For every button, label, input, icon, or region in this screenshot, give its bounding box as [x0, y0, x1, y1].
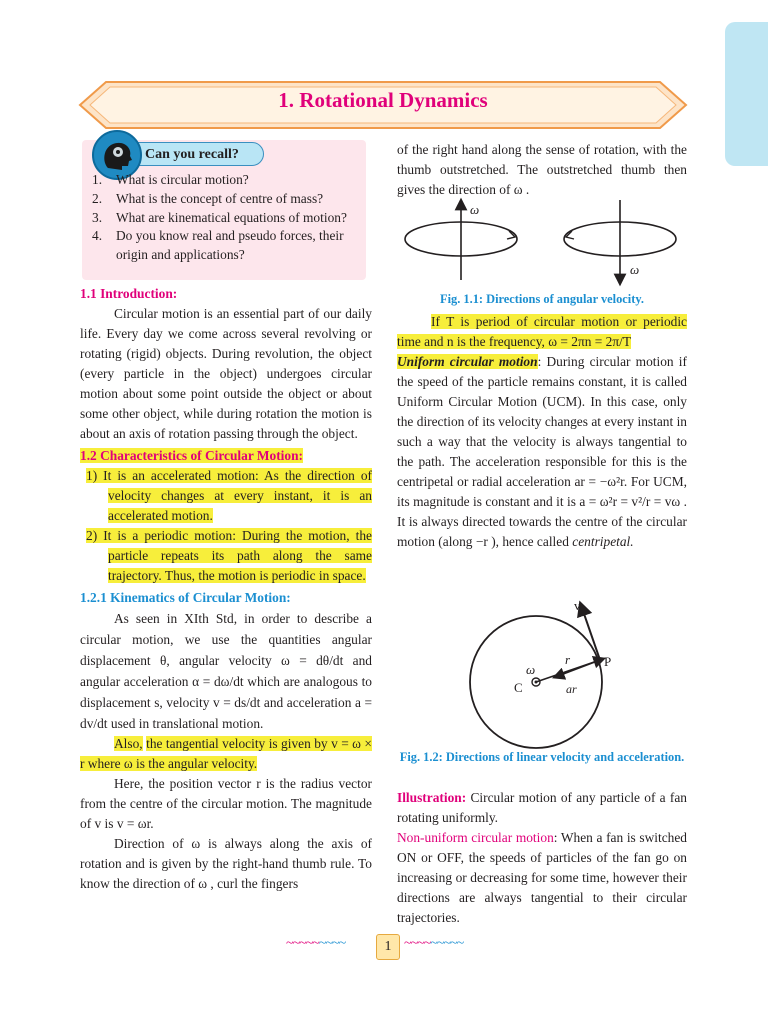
char-item-1: 1) It is an accelerated motion: As the direction of velocity changes at every instant, it is an accelerated motion.	[86, 468, 372, 523]
chapter-title: 1. Rotational Dynamics	[278, 88, 488, 112]
list-item: 4. Do you know real and pseudo forces, their origin and applications?	[92, 228, 344, 263]
char-heading: 1.2 Characteristics of Circular Motion:	[80, 448, 304, 463]
fig2-r-label: r	[565, 652, 571, 667]
kin-paragraph-1: As seen in XIth Std, in order to describe a circular motion, we use the quantities angular displacement θ, angular velocity ω = dθ/dt and angular acceleration α = dω/dt which are analogous to displacement s, velocity v = ds/dt and acceleration a = dv/dt used in translational motion.	[80, 611, 372, 731]
recall-list	[92, 171, 364, 265]
page-number: 1	[376, 934, 400, 960]
list-item: 3. What are kinematical equations of motion?	[92, 209, 347, 225]
list-item: 1. What is circular motion?	[92, 172, 249, 187]
fig2-ar-label: ar	[566, 682, 577, 696]
side-tab	[725, 22, 768, 166]
fig2-caption: Fig. 1.2: Directions of linear velocity and acceleration.	[399, 750, 685, 764]
kin-paragraph-3: Here, the position vector r is the radius vector from the centre of the circular motion. The magnitude of v is v = ωr.	[80, 776, 372, 831]
fig2-v-label: v	[574, 598, 581, 613]
fig2-p-label: P	[604, 654, 612, 669]
right-main-text: If T is period of circular motion or periodic time and n is the frequency, ω = 2πn = 2π/T Uniform circular motion: During circular motion if the speed of the particle remains constant, it is called Uniform Circular Motion (UCM). In this case, only the direction of its velocity changes at every instant in such a way that the velocity is always tangential to the path. The acceleration responsible for this is the centripetal or radial acceleration ar = −ω²r. For UCM, its magnitude is constant and it is a = ω²r = v²/r = vω . It is always directed towards the centre of the circular motion (along −r ), hence called centripetal.	[397, 314, 687, 549]
right-top-paragraph: of the right hand along the sense of rotation, with the thumb outstretched. The outstretched thumb then gives the direction of ω .	[397, 142, 687, 197]
left-column	[80, 284, 372, 894]
footer-wave-left: ~~~~~~~~~	[286, 936, 346, 951]
linear-velocity-figure	[460, 594, 640, 750]
fig2-omega-label: ω	[526, 662, 536, 677]
list-item: 2. What is the concept of centre of mass?	[92, 190, 324, 206]
nonuniform-term: Non-uniform circular motion	[397, 830, 554, 845]
kin-paragraph-2: Also, the tangential velocity is given by v = ω × r where ω is the angular velocity.	[80, 736, 372, 771]
fig1-omega-label: ω	[470, 202, 480, 217]
recall-heading: Can you recall?	[130, 142, 264, 166]
ucm-term: Uniform circular motion	[397, 354, 538, 369]
fig2-c-label: C	[514, 680, 523, 695]
footer-wave-right: ~~~~~~~~~	[404, 936, 464, 951]
fig1-caption: Fig. 1.1: Directions of angular velocity.	[440, 292, 644, 306]
fig1-omega-label-2: ω	[630, 262, 640, 277]
angular-velocity-figure	[398, 196, 688, 288]
kin-heading: 1.2.1 Kinematics of Circular Motion:	[80, 590, 291, 605]
right-bottom-text: Illustration: Circular motion of any particle of a fan rotating uniformly. Non-uniform circular motion: When a fan is switched ON or OFF, the speeds of particles of the fan go on increasing or decreasing for some time, however their directions are always tangential to their circular trajectories.	[397, 790, 688, 925]
intro-paragraph: Circular motion is an essential part of our daily life. Every day we come across several revolving or rotating (rigid) objects. During revolution, the object (every particle in the object) undergoes circular motion about some point outside the object or about some other object, while during rotation the motion is about an axis of rotation passing through the object.	[80, 306, 372, 441]
period-text: If T is period of circular motion or periodic time and n is the frequency, ω = 2πn = 2π/T	[397, 314, 687, 349]
intro-heading: 1.1 Introduction:	[80, 286, 178, 301]
kin-paragraph-4: Direction of ω is always along the axis of rotation and is given by the right-hand thumb rule. To know the direction of ω , curl the fingers	[80, 836, 372, 891]
illustration-term: Illustration:	[397, 790, 467, 805]
char-item-2: 2) It is a periodic motion: During the motion, the particle repeats its path along the same trajectory. Thus, the motion is periodic in space.	[86, 528, 372, 583]
